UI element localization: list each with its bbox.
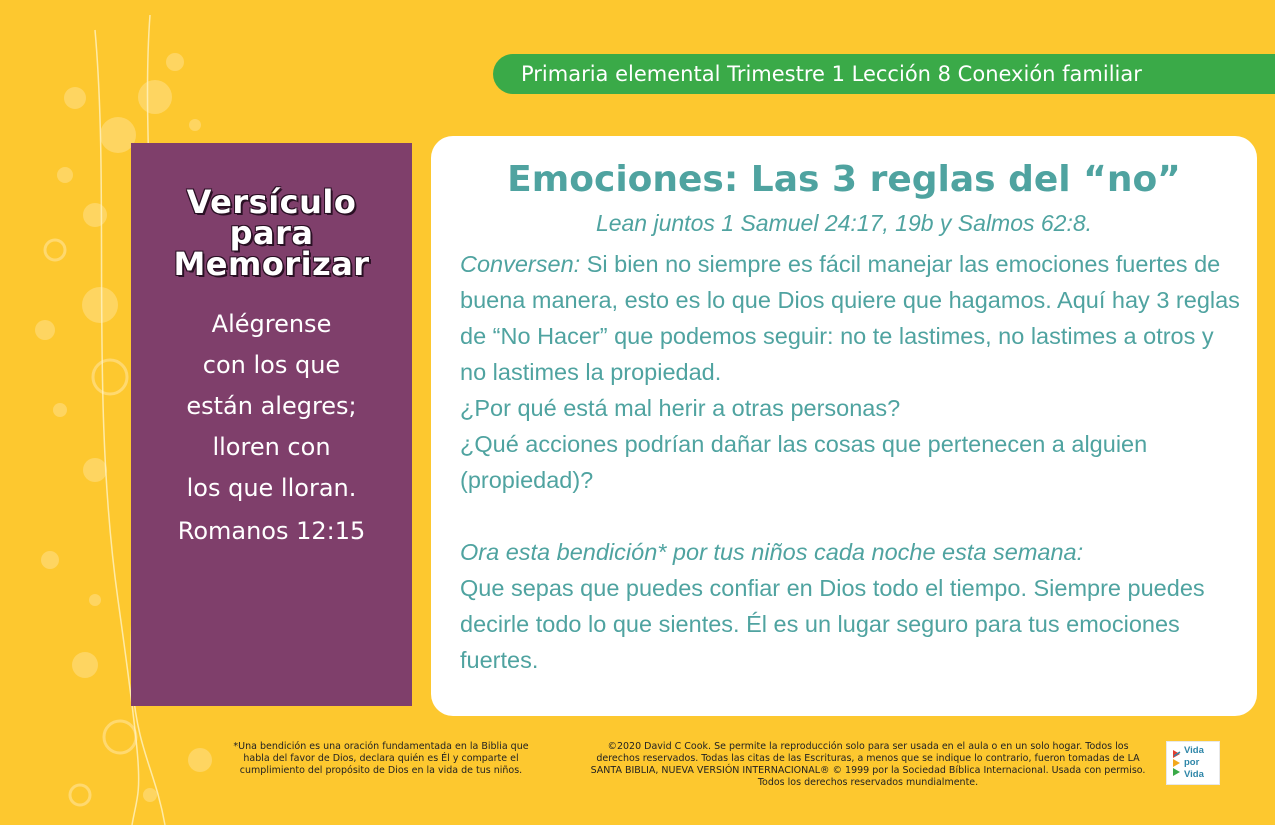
reading-instruction: Lean juntos 1 Samuel 24:17, 19b y Salmos 62:8. [595,210,1093,236]
lesson-content-card [431,136,1257,716]
converse-label: Conversen: [460,251,581,277]
logo-text-line: por [1184,757,1200,768]
converse-text: Si bien no siempre es fácil manejar las emociones fuertes de buena manera, esto es lo que Dios quiere que hagamos. Aquí hay 3 reglas de “No Hacer” que podemos seguir: no te lastimes, no lastimes a otros y no lastimes la propiedad. [460,251,1240,385]
memory-verse-reference: Romanos 12:15 [177,517,366,545]
memory-verse-heading-line: para [229,214,314,252]
memory-verse-line: están alegres; [186,392,357,420]
logo-text-line: Vida [1184,745,1204,756]
blessing-footnote: *Una bendición es una oración fundamentada en la Biblia que habla del favor de Dios, declara quién es Él y comparte el cumplimiento del propósito de Dios en la vida de tus niños. [233,741,529,776]
memory-verse-line: los que lloran. [186,474,357,502]
memory-verse-heading-line: Memorizar [173,245,370,283]
memory-verse-heading [131,183,412,283]
lesson-body [431,246,1257,678]
memory-verse-line: con los que [202,351,341,379]
question-1: ¿Por qué está mal herir a otras personas? [460,395,901,421]
memory-verse-panel [131,143,412,706]
lesson-title: Emociones: Las 3 reglas del “no” [507,159,1181,200]
memory-verse-text [131,304,412,509]
vida-por-vida-logo [1166,741,1220,785]
converse-paragraph [460,246,1241,390]
logo-text [1184,745,1204,781]
copyright-notice: ©2020 David C Cook. Se permite la reproducción solo para ser usada en el aula o en un solo hogar. Todos los derechos reservados. Todas las citas de las Escrituras, a menos que se indique lo contrario, fueron tomadas de LA SANTA BIBLIA, NUEVA VERSIÓN INTERNACIONAL® © 1999 por la Sociedad Bíblica Internacional. Usada con permiso. Todos los derechos reservados mundialmente. [590,741,1146,788]
logo-mark-icon [1172,748,1182,780]
question-2: ¿Qué acciones podrían dañar las cosas que pertenecen a alguien (propiedad)? [460,431,1148,493]
blessing-label: Ora esta bendición* por tus niños cada noche esta semana: [460,539,1084,565]
memory-verse-line: Alégrense [211,310,332,338]
logo-text-line: Vida [1184,769,1204,780]
memory-verse-line: lloren con [212,433,331,461]
blessing-text: Que sepas que puedes confiar en Dios todo el tiempo. Siempre puedes decirle todo lo que sientes. Él es un lugar seguro para tus emociones fuertes. [460,575,1205,673]
lesson-banner: Primaria elemental Trimestre 1 Lección 8 Conexión familiar [493,54,1275,94]
memory-verse-heading-line: Versículo [186,183,357,221]
